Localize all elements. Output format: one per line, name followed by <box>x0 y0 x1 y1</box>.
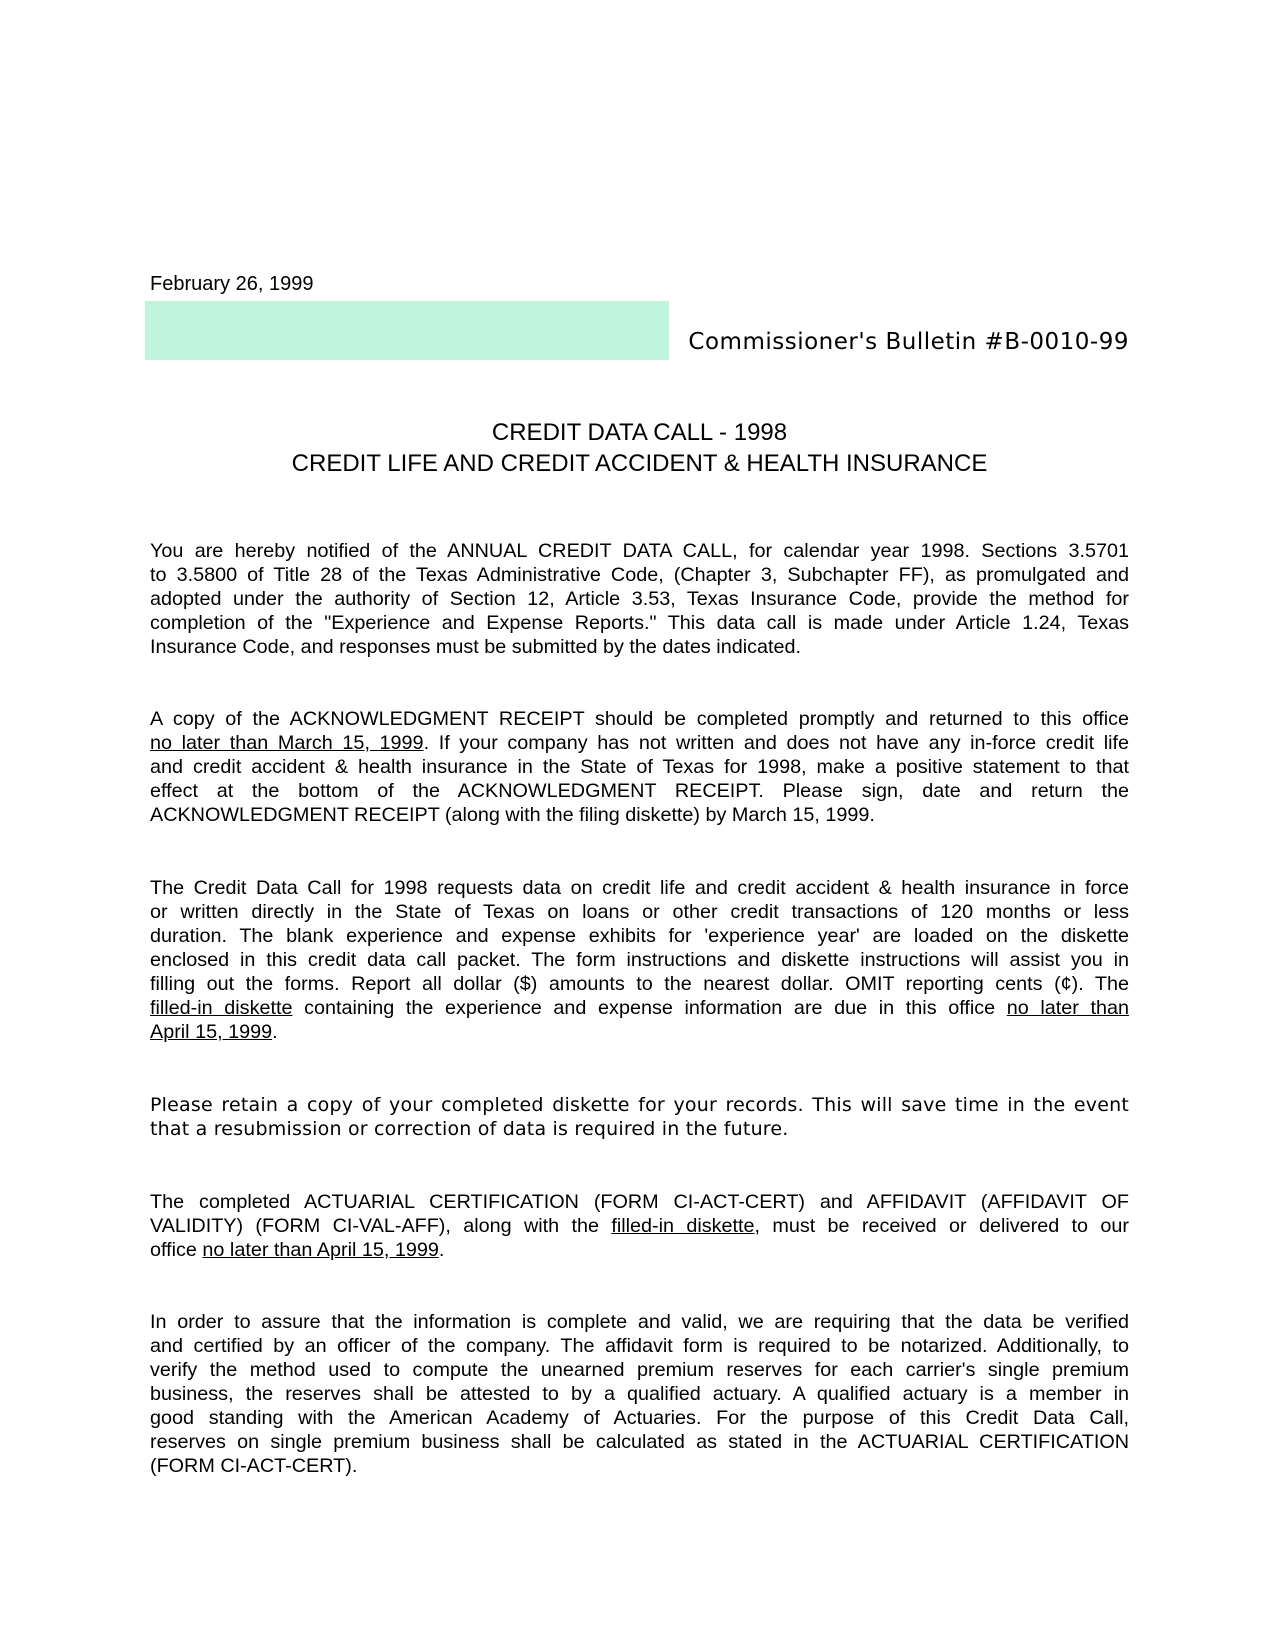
paragraph-text: . <box>272 1021 278 1043</box>
paragraph-line: Insurance Code, and responses must be submitted by the dates indicated. <box>150 636 801 658</box>
paragraph-text: containing the experience and expense information are due in this office <box>292 997 1007 1019</box>
deadline-underline: no later than March 15, 1999 <box>150 732 424 754</box>
paragraph-line: or written directly in the State of Texas on loans or other credit transactions of 120 months or less <box>150 901 1129 923</box>
paragraph-line: reserves on single premium business shall be calculated as stated in the ACTUARIAL CERTIFICATION <box>150 1431 1129 1453</box>
paragraph-annual-data-call <box>150 539 1129 659</box>
paragraph-data-request <box>150 876 1129 1044</box>
highlight-box <box>145 301 669 360</box>
diskette-underline: filled-in diskette <box>611 1215 755 1237</box>
paragraph-line: The Credit Data Call for 1998 requests data on credit life and credit accident & health insurance in force <box>150 877 1129 899</box>
paragraph-verification <box>150 1310 1129 1478</box>
paragraph-text: office <box>150 1239 203 1261</box>
deadline-underline: no later than <box>1006 997 1129 1019</box>
paragraph-line: ACKNOWLEDGMENT RECEIPT (along with the filing diskette) by March 15, 1999. <box>150 804 875 826</box>
bulletin-date: February 26, 1999 <box>150 273 314 295</box>
paragraph-line: The completed ACTUARIAL CERTIFICATION (FORM CI-ACT-CERT) and AFFIDAVIT (AFFIDAVIT OF <box>150 1191 1129 1213</box>
paragraph-line: enclosed in this credit data call packet. The form instructions and diskette instructions will assist you in <box>150 949 1129 971</box>
paragraph-line: and credit accident & health insurance in the State of Texas for 1998, make a positive statement to that <box>150 756 1129 778</box>
paragraph-line: In order to assure that the information is complete and valid, we are requiring that the data be verified <box>150 1311 1129 1333</box>
paragraph-line: (FORM CI-ACT-CERT). <box>150 1455 358 1477</box>
paragraph-acknowledgment-receipt <box>150 707 1129 827</box>
title-line-1: CREDIT DATA CALL - 1998 <box>491 419 788 446</box>
paragraph-line: completion of the "Experience and Expense Reports." This data call is made under Article 1.24, Texas <box>150 612 1129 634</box>
paragraph-line: A copy of the ACKNOWLEDGMENT RECEIPT should be completed promptly and returned to this office <box>150 708 1129 730</box>
paragraph-line: Please retain a copy of your completed diskette for your records. This will save time in the event <box>150 1094 1129 1116</box>
paragraph-text: VALIDITY) (FORM CI-VAL-AFF), along with the <box>150 1215 612 1237</box>
paragraph-line: good standing with the American Academy of Actuaries. For the purpose of this Credit Data Call, <box>150 1407 1129 1429</box>
paragraph-line: business, the reserves shall be attested to by a qualified actuary. A qualified actuary is a member in <box>150 1383 1129 1405</box>
paragraph-line <box>150 1214 1129 1238</box>
deadline-underline: no later than April 15, 1999 <box>202 1239 439 1261</box>
paragraph-line <box>150 996 1129 1020</box>
paragraph-line: to 3.5800 of Title 28 of the Texas Administrative Code, (Chapter 3, Subchapter FF), as promulgated and <box>150 564 1129 586</box>
paragraph-line: duration. The blank experience and expense exhibits for 'experience year' are loaded on the diskette <box>150 925 1129 947</box>
paragraph-line: You are hereby notified of the ANNUAL CREDIT DATA CALL, for calendar year 1998. Sections 3.5701 <box>150 540 1129 562</box>
paragraph-line <box>150 731 1129 755</box>
paragraph-retain-copy <box>150 1093 1129 1141</box>
paragraph-line: that a resubmission or correction of data is required in the future. <box>150 1118 789 1140</box>
paragraph-text: . If your company has not written and does not have any in-force credit life <box>423 732 1129 754</box>
deadline-underline: April 15, 1999 <box>150 1021 273 1043</box>
paragraph-actuarial-certification <box>150 1190 1129 1262</box>
paragraph-line: adopted under the authority of Section 12, Article 3.53, Texas Insurance Code, provide the method for <box>150 588 1129 610</box>
paragraph-line <box>150 1020 1129 1044</box>
paragraph-line: effect at the bottom of the ACKNOWLEDGMENT RECEIPT. Please sign, date and return the <box>150 780 1129 802</box>
document-title <box>150 417 1129 479</box>
diskette-underline: filled-in diskette <box>150 997 293 1019</box>
paragraph-line: verify the method used to compute the unearned premium reserves for each carrier's single premium <box>150 1359 1129 1381</box>
bulletin-number: Commissioner's Bulletin #B-0010-99 <box>688 329 1129 355</box>
paragraph-text: , must be received or delivered to our <box>754 1215 1129 1237</box>
paragraph-line: and certified by an officer of the company. The affidavit form is required to be notarized. Additionally, to <box>150 1335 1129 1357</box>
paragraph-line <box>150 1238 1129 1262</box>
paragraph-line: filling out the forms. Report all dollar ($) amounts to the nearest dollar. OMIT reporting cents (¢). The <box>150 973 1129 995</box>
paragraph-text: . <box>438 1239 445 1261</box>
title-line-2: CREDIT LIFE AND CREDIT ACCIDENT & HEALTH INSURANCE <box>291 450 988 477</box>
